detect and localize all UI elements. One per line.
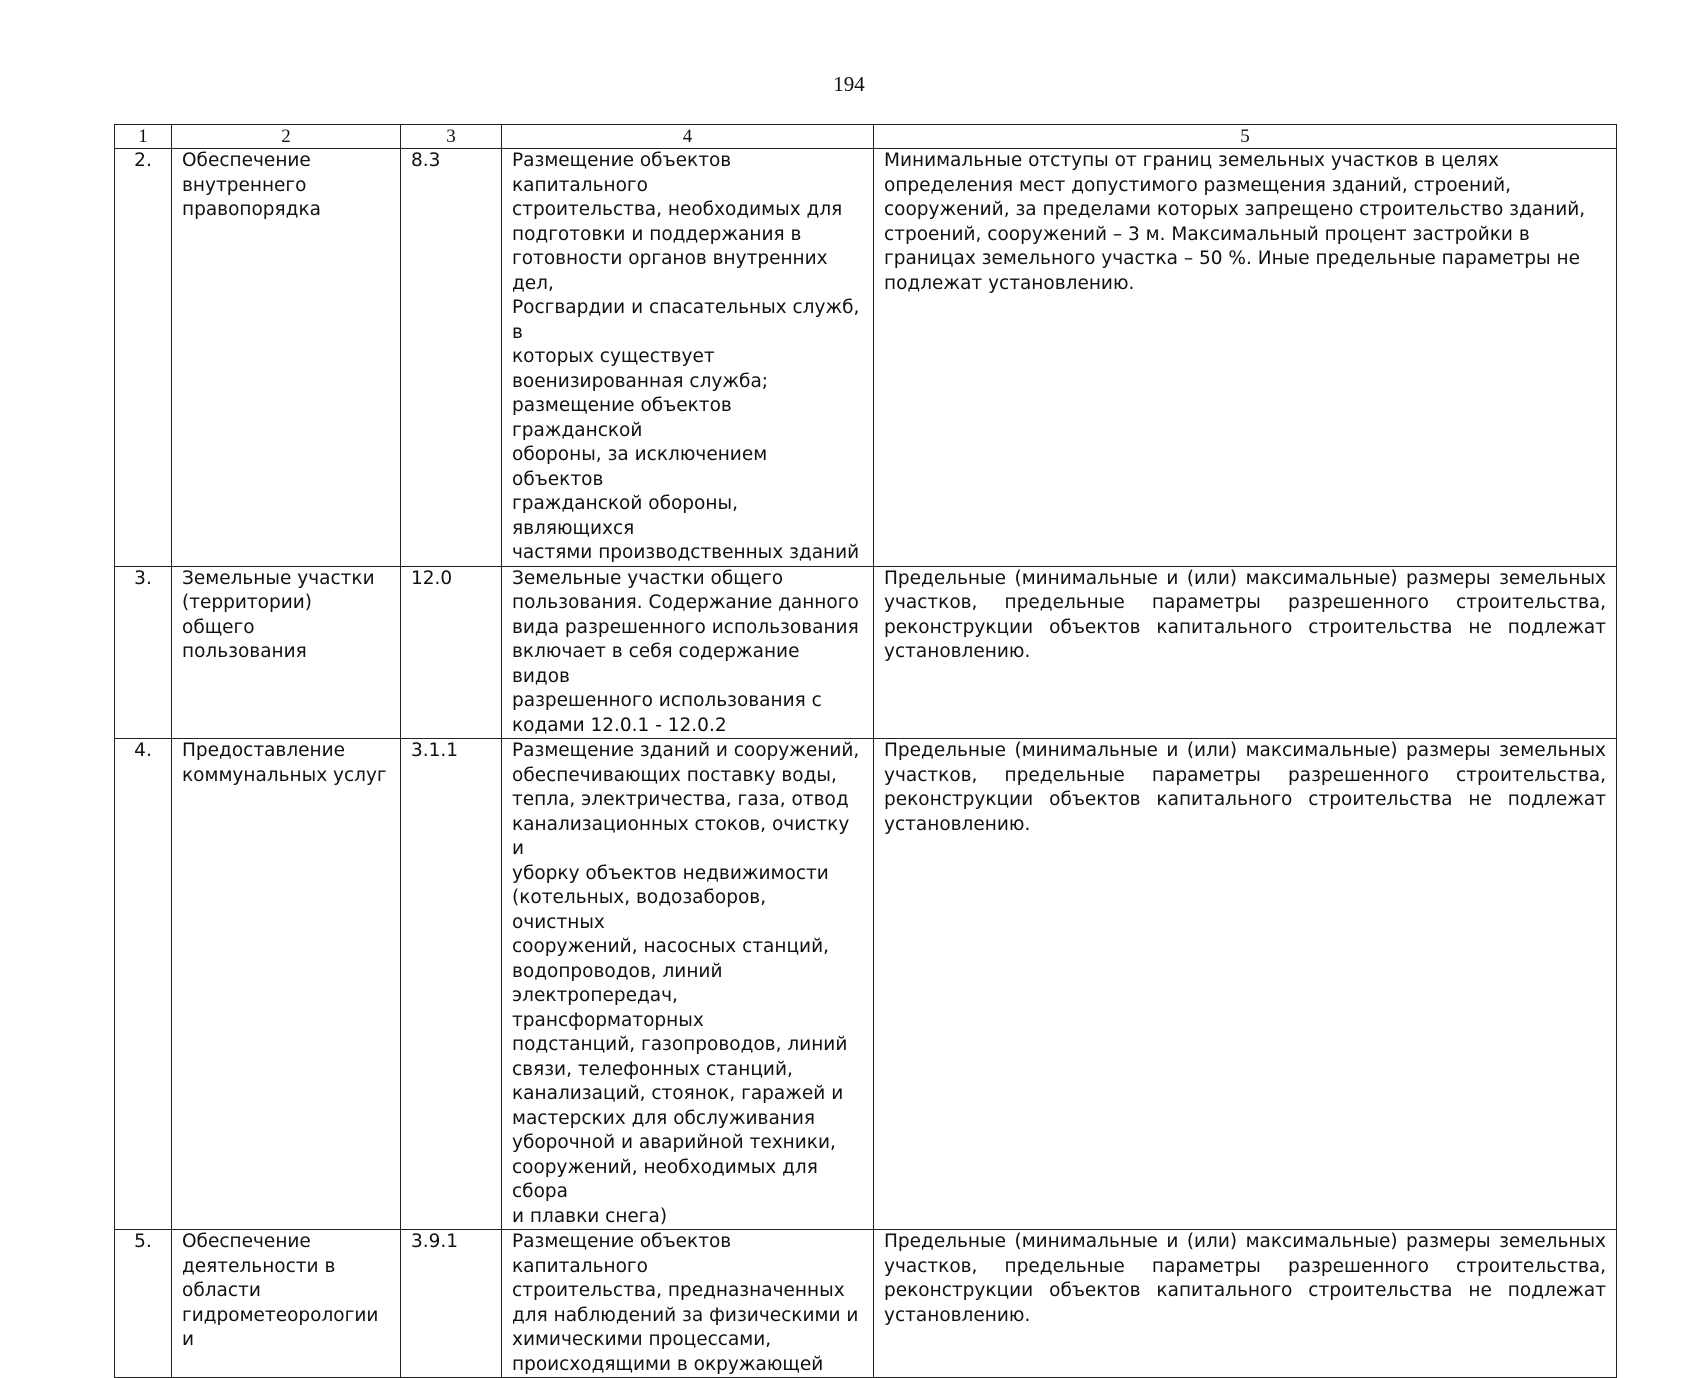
land-use-table: [114, 124, 1617, 1378]
description-line: уборочной и аварийной техники,: [512, 1132, 836, 1153]
description-line: пользования. Содержание данного: [512, 592, 859, 613]
parameters-cell: Предельные (минимальные и (или) максимальные) размеры земельных участков, предельные параметры разрешенного строительства, реконструкции объектов капитального строительства не подлежат установлению.: [874, 739, 1617, 1230]
description-line: происходящими в окружающей: [512, 1353, 824, 1375]
use-description-cell: [502, 149, 874, 567]
use-code: 8.3: [401, 149, 502, 567]
description-line: мастерских для обслуживания: [512, 1107, 816, 1129]
use-name-line: правопорядка: [182, 199, 321, 220]
use-name-cell: [172, 1230, 401, 1378]
use-code: 3.9.1: [401, 1230, 502, 1378]
header-row: [115, 125, 1617, 149]
table-row: [115, 739, 1617, 1230]
description-line: канализаций, стоянок, гаражей и: [512, 1083, 844, 1104]
description-line: водопроводов, линий: [512, 960, 723, 982]
row-number: 2.: [115, 149, 172, 567]
use-name-line: (территории) общего: [182, 592, 312, 638]
description-line: Росгвардии и спасательных служб, в: [512, 297, 860, 343]
use-name-cell: [172, 149, 401, 567]
use-code: 12.0: [401, 566, 502, 739]
description-line: кодами 12.0.1 - 12.0.2: [512, 714, 727, 736]
description-line: строительства, необходимых для: [512, 199, 843, 220]
description-line: связи, телефонных станций,: [512, 1058, 793, 1080]
description-line: подготовки и поддержания в: [512, 223, 802, 245]
use-name-line: коммунальных услуг: [182, 764, 387, 786]
description-line: подстанций, газопроводов, линий: [512, 1034, 848, 1055]
use-description-cell: [502, 739, 874, 1230]
parameters-cell: Минимальные отступы от границ земельных участков в целях определения мест допустимого размещения зданий, строений, сооружений, за пределами которых запрещено строительство зданий, строений, сооружений – 3 м. Максимальный процент застройки в границах земельного участка – 50 %. Иные предельные параметры не подлежат установлению.: [874, 149, 1617, 567]
description-line: химическими процессами,: [512, 1329, 772, 1350]
parameters-cell: Предельные (минимальные и (или) максимальные) размеры земельных участков, предельные параметры разрешенного строительства, реконструкции объектов капитального строительства не подлежат установлению.: [874, 1230, 1617, 1378]
use-description-cell: [502, 566, 874, 739]
parameters-cell: Предельные (минимальные и (или) максимальные) размеры земельных участков, предельные параметры разрешенного строительства, реконструкции объектов капитального строительства не подлежат установлению.: [874, 566, 1617, 739]
table-row: [115, 1230, 1617, 1378]
description-line: обеспечивающих поставку воды,: [512, 764, 837, 786]
description-line: гражданской обороны, являющихся: [512, 493, 738, 539]
description-line: разрешенного использования с: [512, 690, 822, 711]
use-code: 3.1.1: [401, 739, 502, 1230]
description-line: размещение объектов гражданской: [512, 395, 732, 441]
row-number: 4.: [115, 739, 172, 1230]
description-line: обороны, за исключением объектов: [512, 444, 768, 490]
use-name-line: Земельные участки: [182, 567, 375, 589]
row-number: 5.: [115, 1230, 172, 1378]
page-number: 194: [833, 72, 865, 96]
description-line: строительства, предназначенных: [512, 1280, 845, 1301]
table-row: [115, 566, 1617, 739]
use-name-cell: [172, 566, 401, 739]
description-line: включает в себя содержание видов: [512, 641, 800, 687]
description-line: которых существует: [512, 346, 715, 367]
header-col-3: 3: [401, 125, 502, 149]
use-name-line: области: [182, 1280, 261, 1301]
use-name-line: внутреннего: [182, 174, 307, 196]
description-line: сооружений, насосных станций,: [512, 936, 829, 957]
description-line: канализационных стоков, очистку и: [512, 813, 850, 859]
header-col-1: 1: [115, 125, 172, 149]
description-line: вида разрешенного использования: [512, 616, 859, 638]
use-name-line: деятельности в: [182, 1255, 336, 1277]
use-name-line: Предоставление: [182, 740, 346, 761]
description-line: Размещение объектов капитального: [512, 150, 732, 196]
description-line: частями производственных зданий: [512, 542, 860, 563]
row-number: 3.: [115, 566, 172, 739]
description-line: тепла, электричества, газа, отвод: [512, 789, 849, 810]
use-description-cell: [502, 1230, 874, 1378]
description-line: и плавки снега): [512, 1205, 668, 1227]
use-name-line: гидрометеорологии и: [182, 1304, 379, 1350]
use-name-line: пользования: [182, 641, 307, 662]
description-line: сооружений, необходимых для сбора: [512, 1156, 818, 1202]
description-line: электропередач, трансформаторных: [512, 985, 704, 1031]
description-line: (котельных, водозаборов, очистных: [512, 887, 767, 933]
header-col-5: 5: [874, 125, 1617, 149]
description-line: уборку объектов недвижимости: [512, 862, 829, 884]
description-line: готовности органов внутренних дел,: [512, 248, 828, 294]
use-name-line: Обеспечение: [182, 1231, 311, 1252]
use-name-line: Обеспечение: [182, 150, 311, 171]
description-line: Размещение объектов капитального: [512, 1231, 732, 1277]
use-name-cell: [172, 739, 401, 1230]
description-line: военизированная служба;: [512, 370, 769, 392]
description-line: для наблюдений за физическими и: [512, 1304, 859, 1326]
table-row: [115, 149, 1617, 567]
header-col-2: 2: [172, 125, 401, 149]
description-line: Размещение зданий и сооружений,: [512, 740, 860, 761]
description-line: Земельные участки общего: [512, 567, 784, 589]
header-col-4: 4: [502, 125, 874, 149]
